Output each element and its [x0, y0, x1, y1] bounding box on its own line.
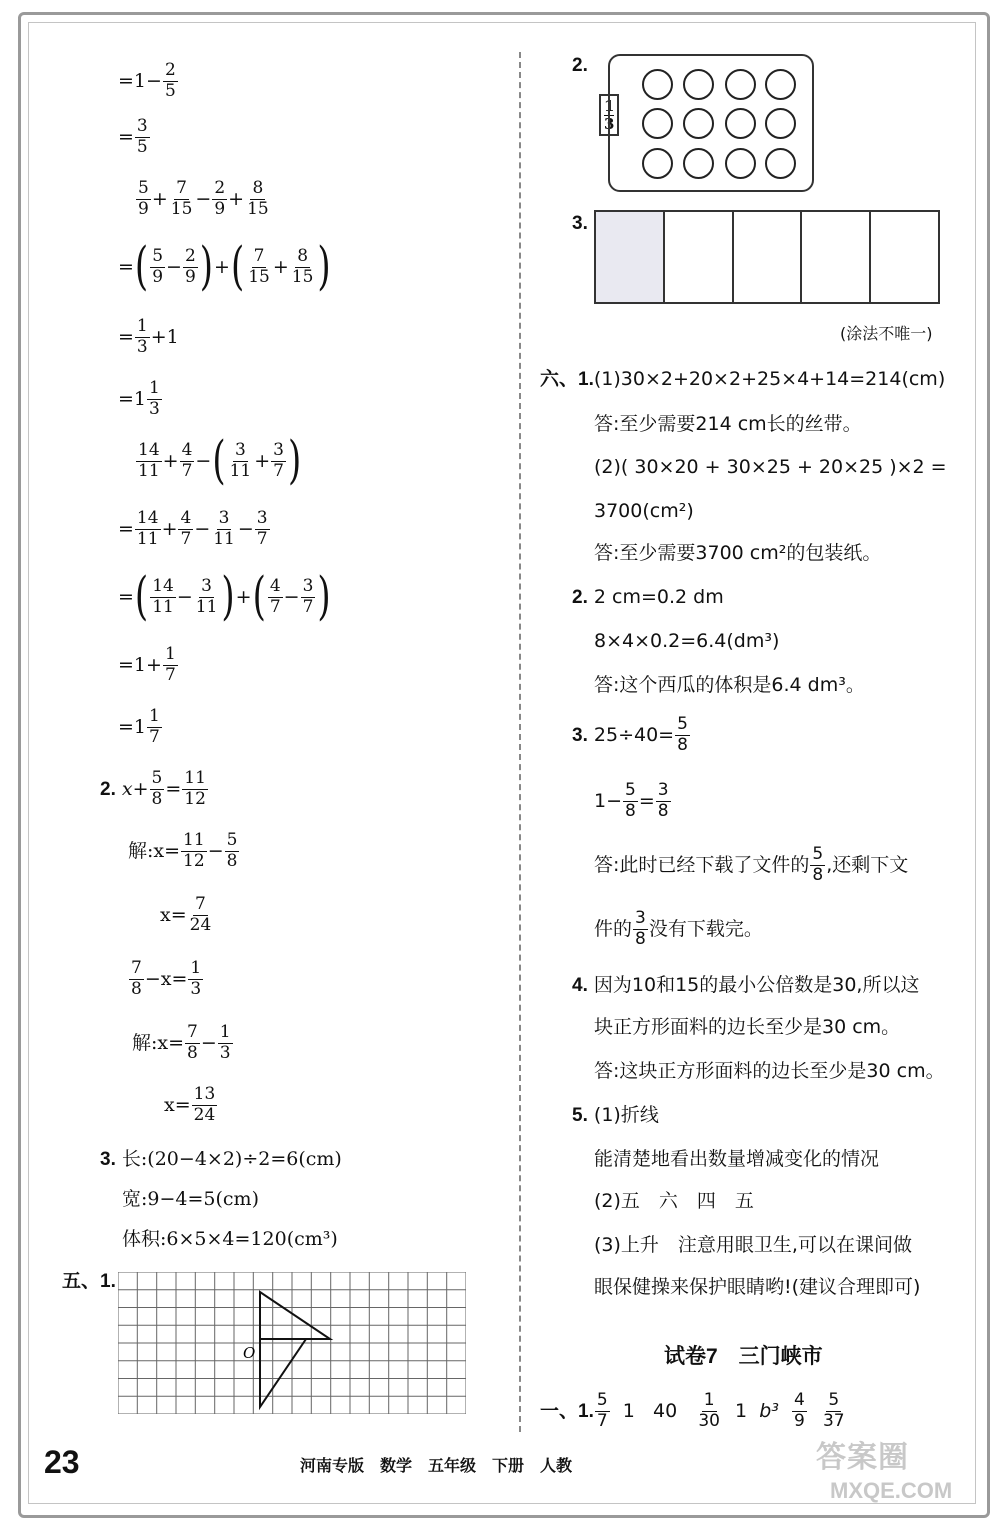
- s-question-4: 4. 因为10和15的最小公倍数是30,所以这: [572, 974, 920, 996]
- calc-line: 1− $\frac{5}{8}$ = $\frac{3}{8}$: [594, 780, 669, 821]
- shaded-bar: [594, 210, 940, 304]
- solution-line: x= $\frac{7}{24}$: [160, 894, 212, 935]
- circle: [683, 69, 714, 100]
- calc-line: =1 $\frac{1}{3}$: [118, 378, 160, 419]
- note: (涂法不唯一): [840, 324, 933, 343]
- last-answers: 一、1. $\frac{5}{7}$ 1 40 $\frac{1}{30}$ 1 b³ $\frac{4}{9}$ $\frac{5}{37}$: [540, 1390, 845, 1431]
- circle: [725, 69, 756, 100]
- bar-cell: [665, 212, 734, 302]
- question-5-label: 五、1.: [62, 1271, 116, 1292]
- answer-line: 眼保健操来保护眼睛哟!(建议合理即可): [594, 1276, 921, 1298]
- s-question-5: 5. (1)折线: [572, 1104, 659, 1126]
- answer-line: 能清楚地看出数量增减变化的情况: [594, 1148, 880, 1170]
- s-question-3: 3. 25÷40= $\frac{5}{8}$: [572, 714, 688, 755]
- question-3: 3. 长:(20−4×2)÷2=6(cm): [100, 1148, 342, 1170]
- circle: [642, 108, 673, 139]
- answer-line: 答:至少需要214 cm长的丝带。: [594, 413, 862, 435]
- answer-line: 答:至少需要3700 cm²的包装纸。: [594, 542, 882, 564]
- solution-line: 解:x= $\frac{11}{12}$ − $\frac{5}{8}$: [128, 830, 238, 871]
- calc-line: = $\frac{3}{5}$: [118, 116, 148, 157]
- answer-line: 答:这块正方形面料的边长至少是30 cm。: [594, 1060, 945, 1082]
- circle: [765, 108, 796, 139]
- answer-line: 件的 $\frac{3}{8}$ 没有下载完。: [594, 908, 763, 949]
- calc-line: =1 $\frac{1}{7}$: [118, 706, 160, 747]
- bar-cell: [802, 212, 871, 302]
- bar-cell: [871, 212, 938, 302]
- circle: [765, 69, 796, 100]
- calc-line: = $\frac{14}{11}$ + $\frac{4}{7}$ − $\frac{3}{11}$ − $\frac{3}{7}$: [118, 508, 268, 549]
- rotation-grid: [118, 1272, 466, 1414]
- question-2: 2. x+ $\frac{5}{8}$ = $\frac{11}{12}$: [100, 768, 206, 809]
- section-6: 六、1. (1)30×2+20×2+25×4+14=214(cm): [540, 368, 946, 390]
- circle: [725, 148, 756, 179]
- fraction-label-one-third: 1 3: [599, 94, 619, 136]
- r-question-3: 3.: [572, 213, 588, 234]
- equation: $\frac{7}{8}$ −x= $\frac{1}{3}$: [131, 958, 202, 999]
- circle: [642, 69, 673, 100]
- circle: [683, 108, 714, 139]
- expression: $\frac{14}{11}$ + $\frac{4}{7}$ − ( $\frac{3}{11}$ + $\frac{3}{7}$ ): [138, 431, 302, 492]
- calc-line: = ( $\frac{14}{11}$ − $\frac{3}{11}$ ) + ( $\frac{4}{7}$ − $\frac{3}{7}$ ): [118, 567, 331, 628]
- r-question-2: 2.: [572, 55, 588, 76]
- origin-label: O: [243, 1344, 256, 1362]
- answer-line: (2)( 30×20 + 30×25 + 20×25 )×2 =: [594, 456, 947, 478]
- circle: [642, 148, 673, 179]
- bar-cell: [734, 212, 803, 302]
- answer-line: 块正方形面料的边长至少是30 cm。: [594, 1016, 901, 1038]
- footer-meta: 河南专版 数学 五年级 下册 人教: [300, 1456, 573, 1475]
- circle-grid-box: [608, 54, 814, 192]
- bar-cell-shaded: [596, 212, 665, 302]
- test-title: 试卷7 三门峡市: [664, 1345, 823, 1368]
- answer-line: 8×4×0.2=6.4(dm³): [594, 630, 780, 652]
- answer-line: 宽:9−4=5(cm): [122, 1188, 259, 1210]
- answer-line: (2)五 六 四 五: [594, 1190, 754, 1212]
- page-number: 23: [44, 1444, 80, 1480]
- circle: [765, 148, 796, 179]
- expression: $\frac{5}{9}$ + $\frac{7}{15}$ − $\frac{2}{9}$ + $\frac{8}{15}$: [138, 178, 269, 219]
- solution-line: 解:x= $\frac{7}{8}$ − $\frac{1}{3}$: [132, 1022, 231, 1063]
- circle: [725, 108, 756, 139]
- answer-line: 体积:6×5×4=120(cm³): [122, 1228, 338, 1250]
- answer-line: 答:此时已经下载了文件的 $\frac{5}{8}$ ,还剩下文: [594, 844, 909, 885]
- watermark-logo: 答案圈: [816, 1441, 909, 1474]
- calc-line: =1− $\frac{2}{5}$: [118, 60, 176, 101]
- answer-line: (3)上升 注意用眼卫生,可以在课间做: [594, 1234, 912, 1256]
- answer-line: 答:这个西瓜的体积是6.4 dm³。: [594, 674, 865, 696]
- triangle-original: [260, 1292, 330, 1339]
- calc-line: = $\frac{1}{3}$ +1: [118, 316, 179, 357]
- column-divider: [519, 52, 521, 1432]
- watermark-url: MXQE.COM: [830, 1478, 953, 1503]
- circle: [683, 148, 714, 179]
- calc-line: = ( $\frac{5}{9}$ − $\frac{2}{9}$ ) + ( $\frac{7}{15}$ + $\frac{8}{15}$ ): [118, 237, 331, 298]
- s-question-2: 2. 2 cm=0.2 dm: [572, 586, 724, 608]
- calc-line: =1+ $\frac{1}{7}$: [118, 644, 176, 685]
- answer-line: 3700(cm²): [594, 500, 694, 522]
- solution-line: x= $\frac{13}{24}$: [164, 1084, 216, 1125]
- triangle-rotated: [260, 1339, 306, 1407]
